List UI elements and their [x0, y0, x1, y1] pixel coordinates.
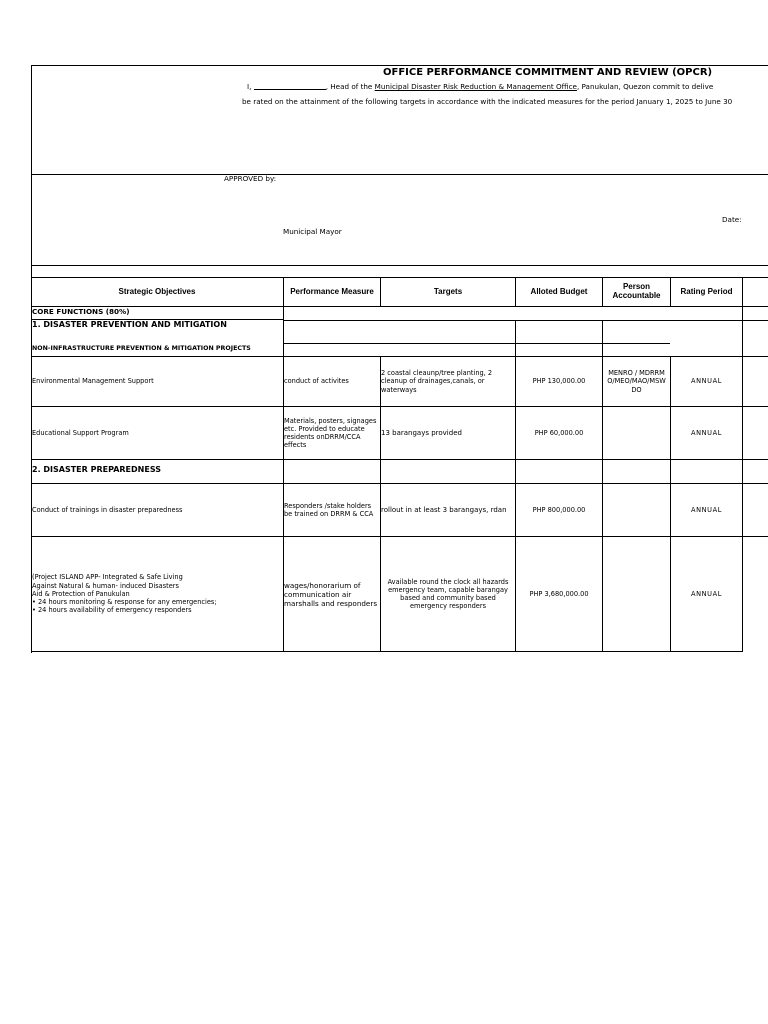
divider: [31, 174, 768, 175]
alloted-budget: PHP 3,680,000.00: [529, 589, 589, 598]
person-accountable: MENRO / MDRRMO/MEO/MAO/MSWDO: [607, 369, 666, 394]
name-blank: [254, 82, 326, 90]
date-label: Date:: [722, 215, 742, 224]
signatory-title: Municipal Mayor: [283, 227, 342, 236]
person-accountable: [603, 484, 670, 536]
alloted-budget: PHP 130,000.00: [532, 377, 586, 386]
column-header-person: Person Accountable: [612, 282, 661, 300]
objective-line: • 24 hours monitoring & response for any emergencies;: [32, 598, 217, 607]
table-row-objective: Environmental Management Support: [32, 377, 154, 386]
intro-mid: , Head of the: [325, 82, 373, 91]
objective-lines: [32, 573, 217, 614]
rating-period: ANNUAL: [691, 589, 722, 598]
page-title: OFFICE PERFORMANCE COMMITMENT AND REVIEW (OPCR): [383, 67, 713, 78]
approved-by-label: APPROVED by:: [224, 174, 277, 183]
commitment-statement: [247, 82, 713, 91]
alloted-budget: PHP 60,000.00: [534, 428, 584, 437]
objective-line: Against Natural & human- induced Disasters: [32, 581, 179, 590]
subsection-title: NON-INFRASTRUCTURE PREVENTION & MITIGATION PROJECTS: [32, 345, 251, 352]
column-line: [742, 277, 743, 652]
rating-period: ANNUAL: [691, 505, 722, 514]
divider: [283, 343, 670, 344]
alloted-budget: PHP 800,000.00: [532, 505, 586, 514]
column-header-budget: Alloted Budget: [530, 286, 588, 296]
target: 2 coastal cleaunp/tree planting, 2 cleanup of drainages,canals, or waterways: [381, 369, 493, 394]
header-bottom-border: [31, 306, 768, 307]
table-row-objective: Educational Support Program: [32, 428, 129, 437]
target: 13 barangays provided: [381, 428, 462, 437]
rating-period: ANNUAL: [691, 428, 722, 437]
objective-line: • 24 hours availability of emergency responders: [32, 606, 192, 615]
intro-prefix: I,: [247, 82, 252, 91]
table-bottom-border: [31, 651, 743, 652]
top-border: [31, 65, 768, 66]
rating-period: ANNUAL: [691, 377, 722, 386]
performance-measure: wages/honorarium of communication air marshalls and responders: [284, 580, 378, 608]
performance-measure: Responders /stake holders be trained on DRRM & CCA: [284, 501, 374, 518]
table-row-objective: Conduct of trainings in disaster preparedness: [32, 505, 183, 514]
objective-line: Aid & Protection of Panukulan: [32, 589, 130, 598]
performance-measure: Materials, posters, signages etc. Provided to educate residents onDRRM/CCA effects: [284, 416, 377, 450]
objective-line: (Project ISLAND APP- Integrated & Safe Living: [32, 573, 183, 582]
performance-measure: conduct of activites: [284, 377, 349, 386]
commitment-period: be rated on the attainment of the following targets in accordance with the indicated measures for the period January 1, 2025 to June 30: [242, 97, 733, 106]
column-header-strategic: Strategic Objectives: [118, 286, 196, 296]
section-title: 1. DISASTER PREVENTION AND MITIGATION: [32, 320, 227, 329]
core-functions-label: CORE FUNCTIONS (80%): [32, 307, 130, 316]
person-accountable: [603, 537, 670, 651]
column-header-measure: Performance Measure: [290, 286, 374, 296]
column-header-rating: Rating Period: [680, 286, 733, 296]
divider: [283, 320, 768, 321]
table-row-objective: [32, 537, 282, 651]
column-header-targets: Targets: [433, 286, 463, 296]
section-title: 2. DISASTER PREPAREDNESS: [32, 465, 161, 474]
divider: [31, 265, 768, 266]
row-border: [31, 459, 768, 460]
intro-suffix: , Panukulan, Quezon commit to delive: [576, 82, 714, 91]
office-name: Municipal Disaster Risk Reduction & Management Office: [374, 82, 577, 91]
person-accountable: [603, 407, 670, 459]
target: rollout in at least 3 barangays, rdan: [381, 505, 507, 514]
target: Available round the clock all hazards emergency team, capable barangay based and community based emergency responders: [387, 577, 509, 611]
